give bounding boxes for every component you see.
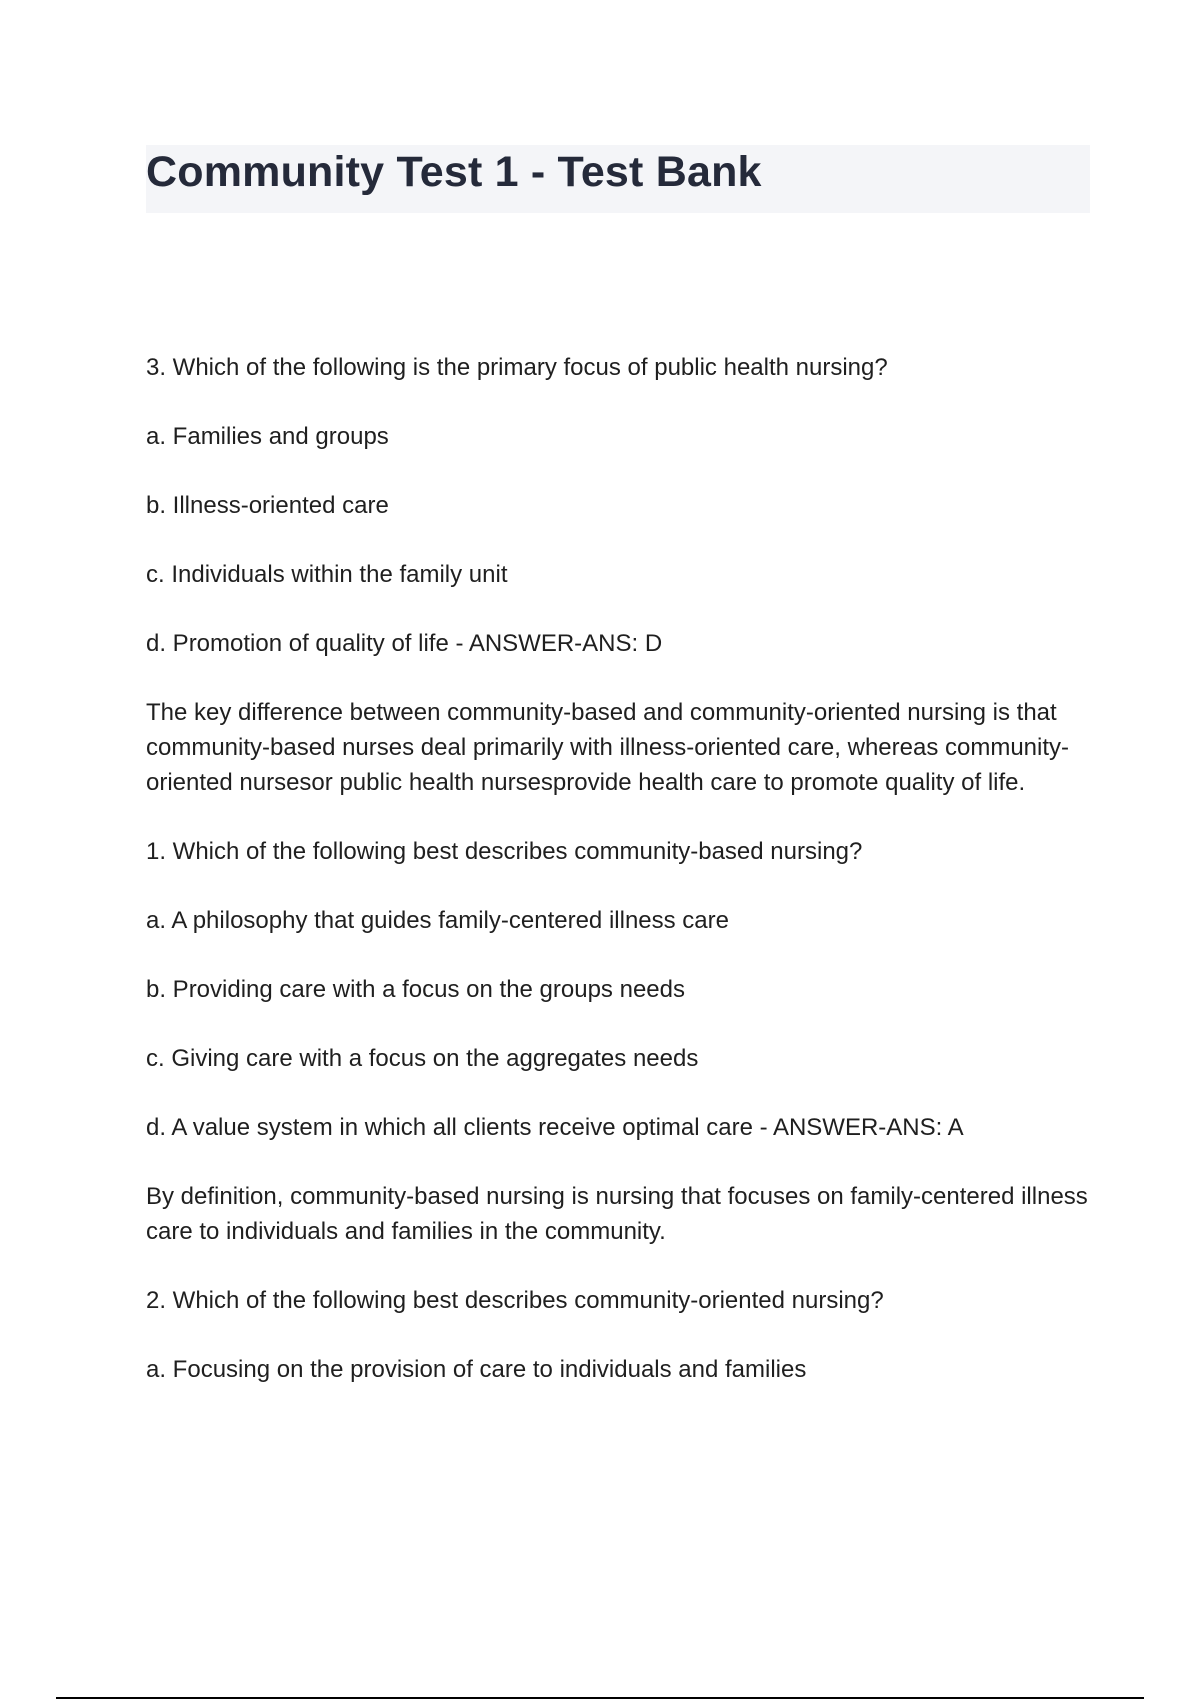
question-2: 2. Which of the following best describes community-oriented nursing? xyxy=(146,1287,884,1314)
question-2-option-a: a. Focusing on the provision of care to individuals and families xyxy=(146,1356,807,1383)
question-3-option-d-answer: d. Promotion of quality of life - ANSWER-ANS: D xyxy=(146,630,663,657)
question-3: 3. Which of the following is the primary focus of public health nursing? xyxy=(146,354,888,381)
question-1-option-d-answer: d. A value system in which all clients receive optimal care - ANSWER-ANS: A xyxy=(146,1114,964,1141)
question-1-option-a: a. A philosophy that guides family-centered illness care xyxy=(146,907,729,934)
page-title: Community Test 1 - Test Bank xyxy=(146,148,762,196)
question-3-option-a: a. Families and groups xyxy=(146,423,389,450)
question-3-option-c: c. Individuals within the family unit xyxy=(146,561,508,588)
page-bottom-rule xyxy=(56,1697,1144,1699)
question-1: 1. Which of the following best describes community-based nursing? xyxy=(146,838,863,865)
question-3-option-b: b. Illness-oriented care xyxy=(146,492,389,519)
question-3-rationale: The key difference between community-based and community-oriented nursing is that community-based nurses deal primarily with illness-oriented care, whereas community-oriented nursesor public health nursesprovide health care to promote quality of life. xyxy=(146,699,1070,796)
question-1-rationale: By definition, community-based nursing is nursing that focuses on family-centered illness care to individuals and families in the community. xyxy=(146,1183,1088,1245)
question-1-option-b: b. Providing care with a focus on the groups needs xyxy=(146,976,685,1003)
document-body xyxy=(146,350,1096,1387)
question-1-option-c: c. Giving care with a focus on the aggregates needs xyxy=(146,1045,699,1072)
